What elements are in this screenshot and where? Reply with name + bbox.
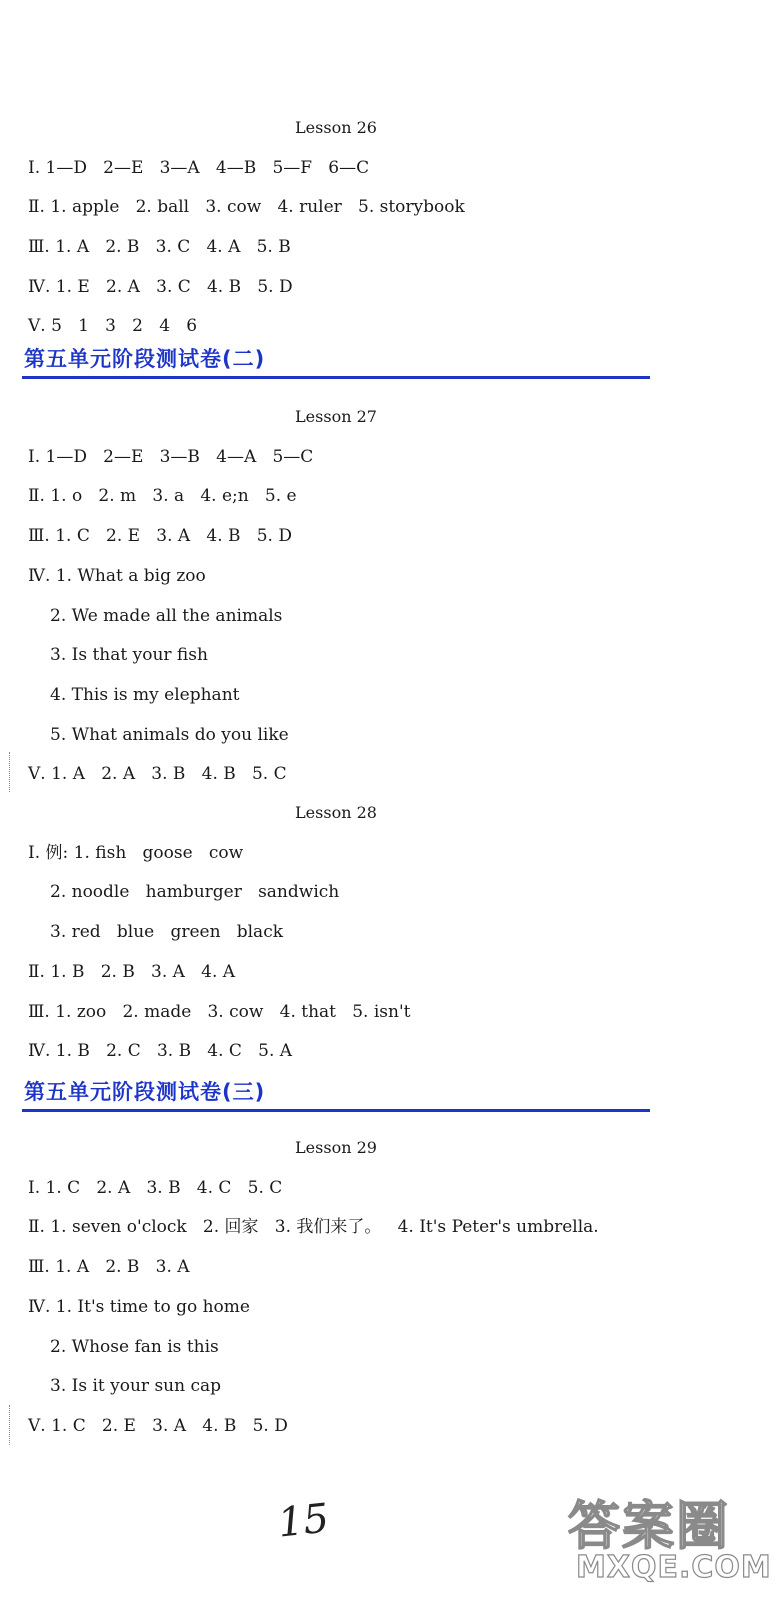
answer-line: 3. Is it your sun cap bbox=[50, 1376, 222, 1396]
answer-line: Ⅰ. 1—D 2—E 3—A 4—B 5—F 6—C bbox=[28, 158, 370, 178]
handwritten-page-number: 15 bbox=[275, 1495, 332, 1547]
section-header bbox=[22, 1072, 650, 1112]
answer-line: Ⅱ. 1. apple 2. ball 3. cow 4. ruler 5. storybook bbox=[28, 197, 465, 217]
answer-line: Ⅱ. 1. B 2. B 3. A 4. A bbox=[28, 962, 236, 982]
answer-line: Ⅳ. 1. What a big zoo bbox=[28, 566, 206, 586]
section-header bbox=[22, 339, 650, 379]
lesson-heading: Lesson 28 bbox=[295, 803, 377, 822]
answer-line: Ⅴ. 5 1 3 2 4 6 bbox=[28, 316, 198, 336]
answer-line: 2. noodle hamburger sandwich bbox=[50, 882, 340, 902]
margin-dotted-line bbox=[9, 752, 10, 792]
answer-line: 2. Whose fan is this bbox=[50, 1337, 219, 1357]
answer-line: Ⅲ. 1. C 2. E 3. A 4. B 5. D bbox=[28, 526, 292, 546]
answer-line: Ⅲ. 1. A 2. B 3. C 4. A 5. B bbox=[28, 237, 291, 257]
answer-line: Ⅴ. 1. C 2. E 3. A 4. B 5. D bbox=[28, 1416, 288, 1436]
lesson-heading: Lesson 27 bbox=[295, 407, 377, 426]
section-title: 第五单元阶段测试卷(三) bbox=[24, 1080, 266, 1104]
answer-line: Ⅰ. 1—D 2—E 3—B 4—A 5—C bbox=[28, 447, 314, 467]
answer-line: 2. We made all the animals bbox=[50, 606, 283, 626]
answer-line: Ⅳ. 1. It's time to go home bbox=[28, 1297, 250, 1317]
answer-line: 5. What animals do you like bbox=[50, 725, 289, 745]
lesson-heading: Lesson 26 bbox=[295, 118, 377, 137]
margin-dotted-line bbox=[9, 1405, 10, 1445]
answer-line: Ⅰ. 1. C 2. A 3. B 4. C 5. C bbox=[28, 1178, 283, 1198]
answer-line: Ⅱ. 1. seven o'clock 2. 回家 3. 我们来了。 4. It's Peter's umbrella. bbox=[28, 1217, 599, 1237]
answer-line: 4. This is my elephant bbox=[50, 685, 240, 705]
answer-line: Ⅴ. 1. A 2. A 3. B 4. B 5. C bbox=[28, 764, 287, 784]
answer-line: Ⅳ. 1. B 2. C 3. B 4. C 5. A bbox=[28, 1041, 293, 1061]
answer-line: Ⅰ. 例: 1. fish goose cow bbox=[28, 843, 244, 863]
section-underline bbox=[22, 1109, 650, 1112]
section-underline bbox=[22, 376, 650, 379]
watermark-logo bbox=[568, 1484, 772, 1594]
watermark-mark: 答案圈 bbox=[568, 1497, 731, 1557]
answer-line: 3. Is that your fish bbox=[50, 645, 208, 665]
section-title: 第五单元阶段测试卷(二) bbox=[24, 347, 266, 371]
answer-line: Ⅲ. 1. zoo 2. made 3. cow 4. that 5. isn't bbox=[28, 1002, 411, 1022]
answer-line: Ⅲ. 1. A 2. B 3. A bbox=[28, 1257, 190, 1277]
lesson-heading: Lesson 29 bbox=[295, 1138, 377, 1157]
watermark-url: MXQE.COM bbox=[576, 1550, 772, 1585]
answer-line: Ⅱ. 1. o 2. m 3. a 4. e;n 5. e bbox=[28, 486, 297, 506]
answer-line: 3. red blue green black bbox=[50, 922, 284, 942]
answer-line: Ⅳ. 1. E 2. A 3. C 4. B 5. D bbox=[28, 277, 293, 297]
